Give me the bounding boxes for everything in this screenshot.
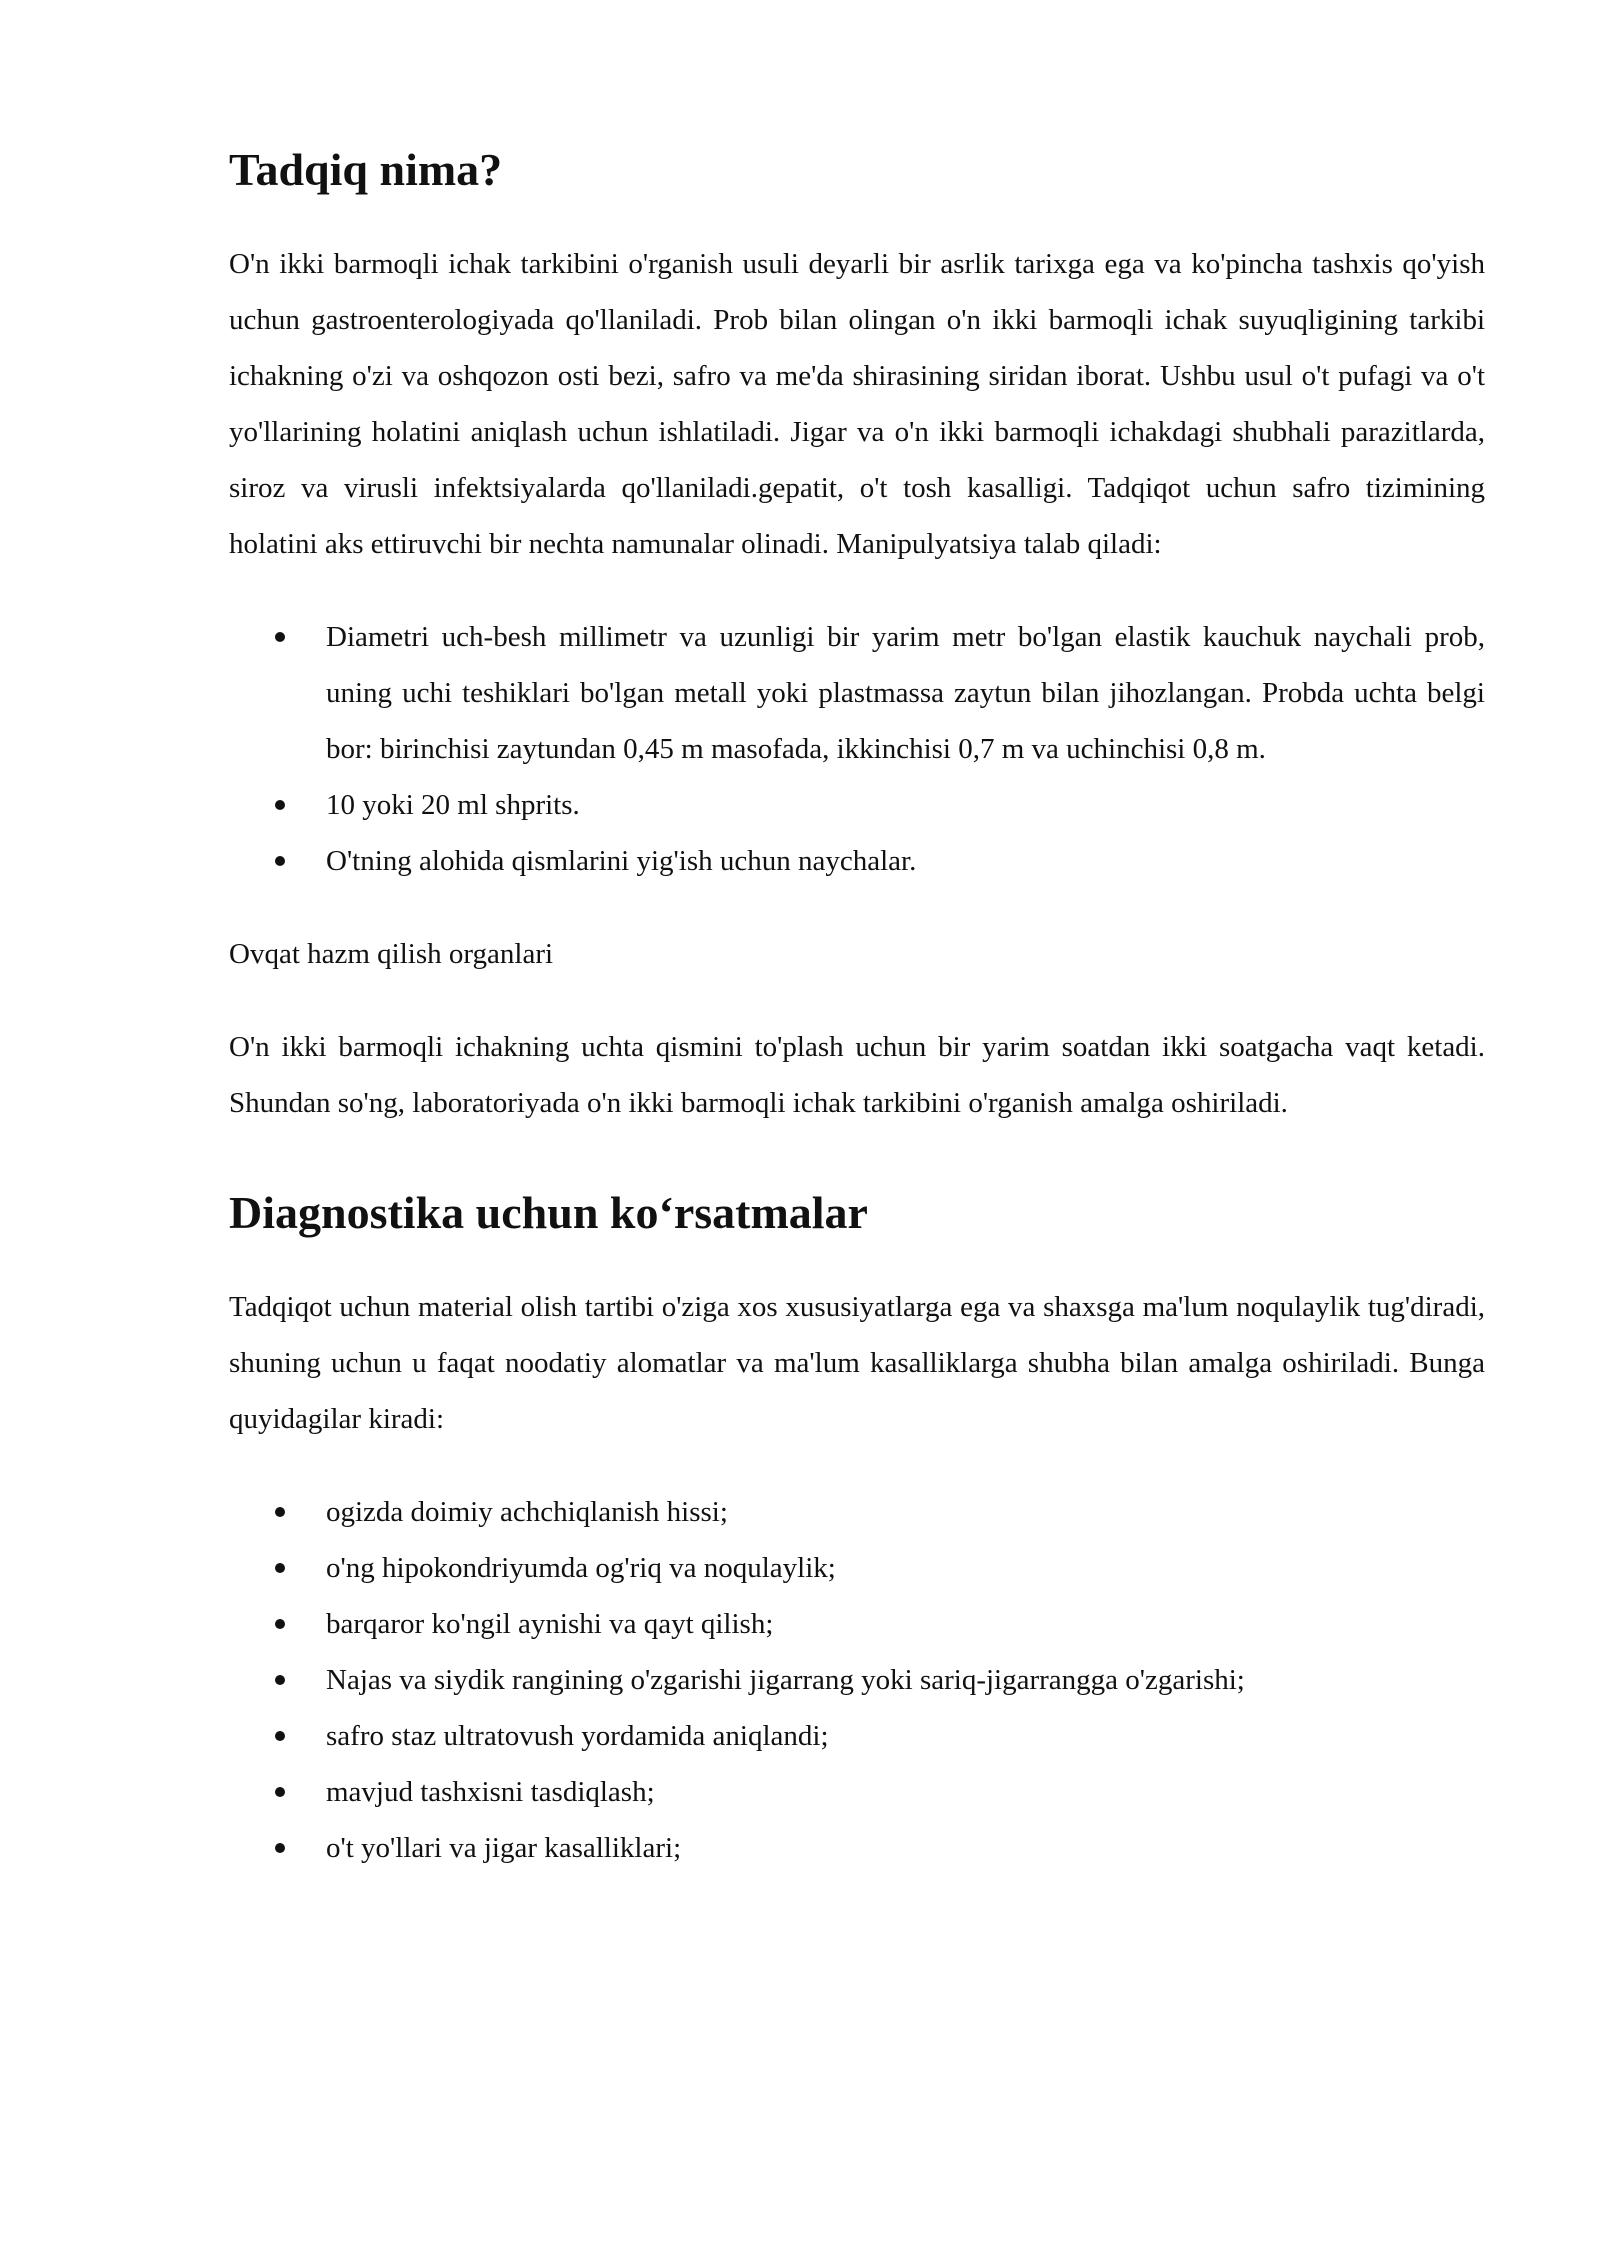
equipment-list <box>229 609 1485 889</box>
image-caption: Ovqat hazm qilish organlari <box>229 938 554 970</box>
list-item: barqaror ko'ngil aynishi va qayt qilish; <box>326 1596 1485 1652</box>
list-item: o't yo'llari va jigar kasalliklari; <box>326 1820 1485 1876</box>
indications-paragraph: Tadqiqot uchun material olish tartibi o'ziga xos xususiyatlarga ega va shaxsga ma'lum noqulaylik tug'diradi, shuning uchun u faqat noodatiy alomatlar va ma'lum kasalliklarga shubha bilan amalga oshiriladi. Bunga quyidagilar kiradi: <box>229 1291 1485 1435</box>
list-item: mavjud tashxisni tasdiqlash; <box>326 1764 1485 1820</box>
section-heading-tadqiq: Tadqiq nima? <box>229 144 503 195</box>
list-item: Diametri uch-besh millimetr va uzunligi bir yarim metr bo'lgan elastik kauchuk naychali prob, uning uchi teshiklari bo'lgan metall yoki plastmassa zaytun bilan jihozlangan. Probda uchta belgi bor: birinchisi zaytundan 0,45 m masofada, ikkinchisi 0,7 m va uchinchisi 0,8 m. <box>326 609 1485 777</box>
list-item: Najas va siydik rangining o'zgarishi jigarrang yoki sariq-jigarrangga o'zgarishi; <box>326 1652 1485 1708</box>
list-item: o'ng hipokondriyumda og'riq va noqulaylik; <box>326 1540 1485 1596</box>
list-item: ogizda doimiy achchiqlanish hissi; <box>326 1484 1485 1540</box>
section-heading-diagnostika: Diagnostika uchun koʻrsatmalar <box>229 1187 868 1238</box>
document-page <box>229 140 1485 1913</box>
procedure-paragraph: O'n ikki barmoqli ichakning uchta qismini to'plash uchun bir yarim soatdan ikki soatgacha vaqt ketadi. Shundan so'ng, laboratoriyada o'n ikki barmoqli ichak tarkibini o'rganish amalga oshiriladi. <box>229 1031 1485 1119</box>
list-item: O'tning alohida qismlarini yig'ish uchun naychalar. <box>326 833 1485 889</box>
indications-list <box>229 1484 1485 1876</box>
list-item: safro staz ultratovush yordamida aniqlandi; <box>326 1708 1485 1764</box>
intro-paragraph: O'n ikki barmoqli ichak tarkibini o'rganish usuli deyarli bir asrlik tarixga ega va ko'pincha tashxis qo'yish uchun gastroenterologiyada qo'llaniladi. Prob bilan olingan o'n ikki barmoqli ichak suyuqligining tarkibi ichakning o'zi va oshqozon osti bezi, safro va me'da shirasining siridan iborat. Ushbu usul o't pufagi va o't yo'llarining holatini aniqlash uchun ishlatiladi. Jigar va o'n ikki barmoqli ichakdagi shubhali parazitlarda, siroz va virusli infektsiyalarda qo'llaniladi.gepatit, o't tosh kasalligi. Tadqiqot uchun safro tizimining holatini aks ettiruvchi bir nechta namunalar olinadi. Manipulyatsiya talab qiladi: <box>229 248 1485 560</box>
list-item: 10 yoki 20 ml shprits. <box>326 777 1485 833</box>
